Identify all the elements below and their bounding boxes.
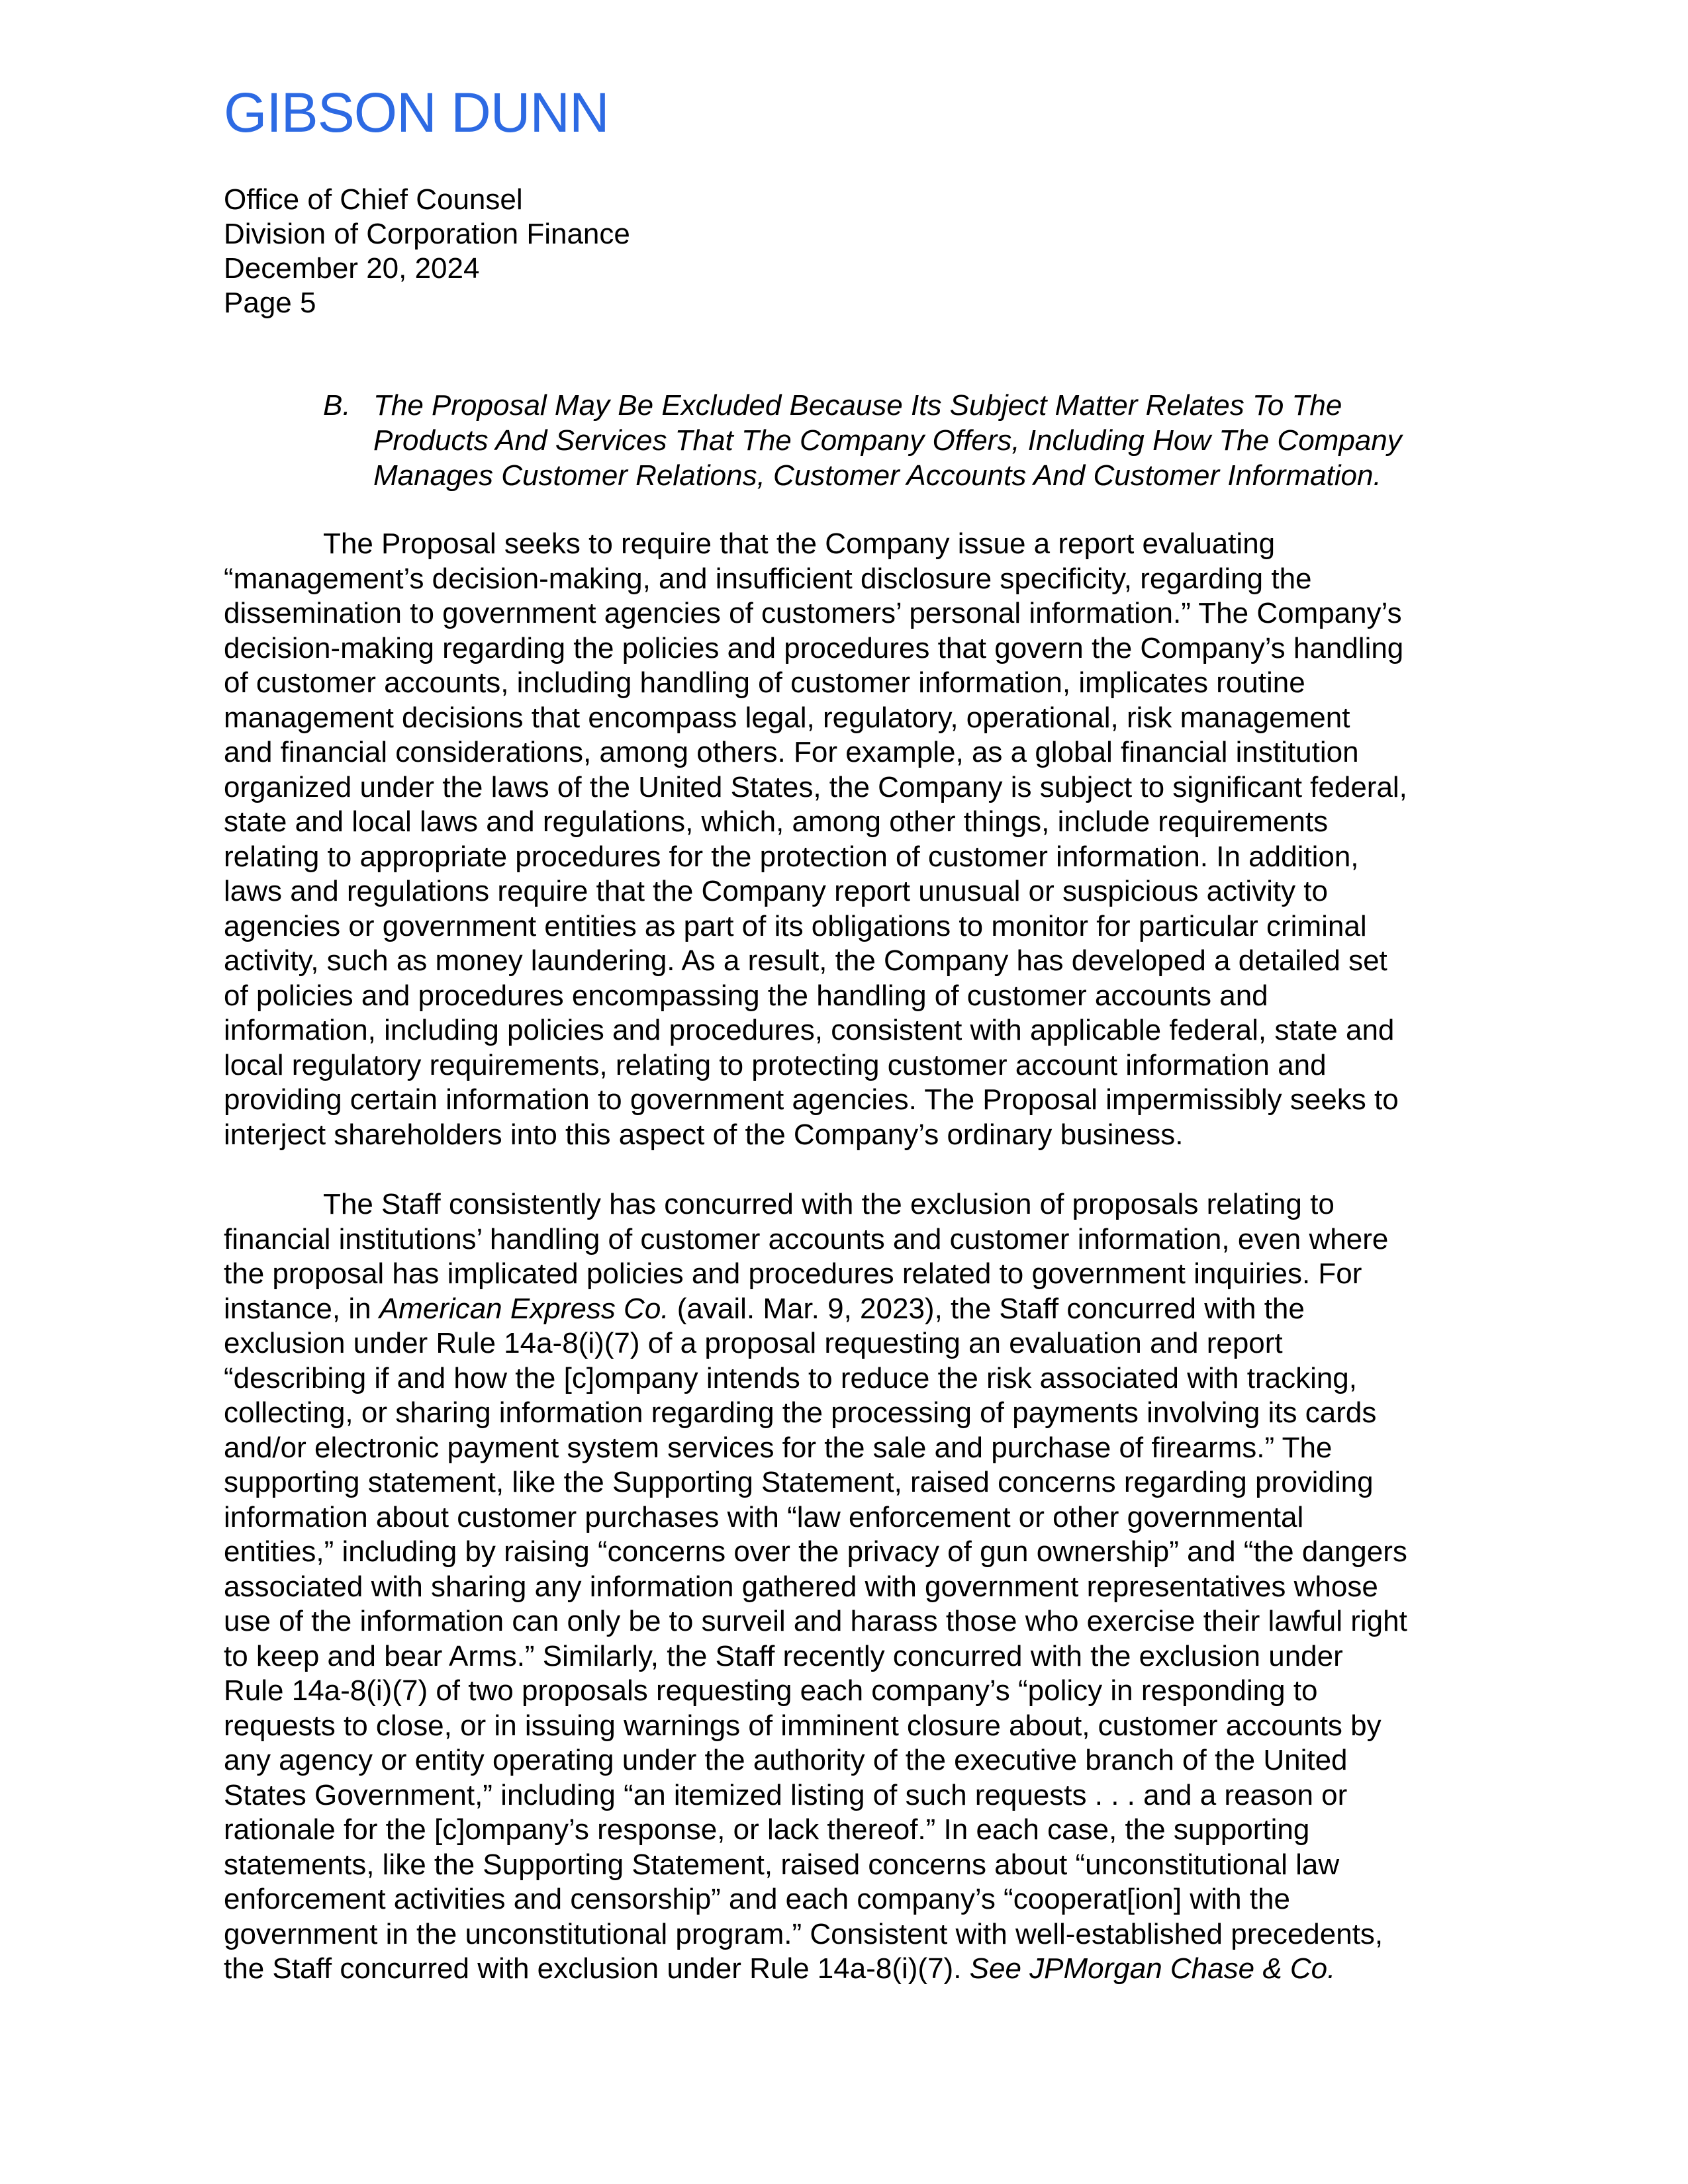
paragraph-line: statements, like the Supporting Statement, raised concerns about “unconstitutional law [224, 1848, 1340, 1881]
paragraph-1 [224, 527, 1462, 1152]
paragraph-line: management decisions that encompass legal, regulatory, operational, risk management [224, 701, 1350, 734]
paragraph-line: any agency or entity operating under the authority of the executive branch of the United [224, 1744, 1348, 1776]
letter-body [224, 527, 1462, 2022]
paragraph-line: the proposal has implicated policies and procedures related to government inquiries. For [224, 1257, 1362, 1290]
paragraph-line: The Staff consistently has concurred with the exclusion of proposals relating to [323, 1188, 1335, 1220]
paragraph-line: dissemination to government agencies of customers’ personal information.” The Company’s [224, 597, 1402, 629]
paragraph-line: associated with sharing any information gathered with government representatives whose [224, 1570, 1378, 1603]
case-citation: See JPMorgan Chase & Co. [969, 1952, 1336, 1985]
paragraph-line [224, 1952, 1462, 1987]
paragraph-line: “describing if and how the [c]ompany intends to reduce the risk associated with tracking, [224, 1361, 1358, 1394]
paragraph-line: Rule 14a-8(i)(7) of two proposals requesting each company’s “policy in responding to [224, 1674, 1318, 1707]
paragraph-line: of customer accounts, including handling of customer information, implicates routine [224, 666, 1305, 699]
paragraph-line: rationale for the [c]ompany’s response, or lack thereof.” In each case, the supporting [224, 1813, 1310, 1846]
paragraph-line: financial institutions’ handling of customer accounts and customer information, even where [224, 1222, 1389, 1255]
section-heading-line: The Proposal May Be Excluded Because Its Subject Matter Relates To The [373, 389, 1342, 422]
letter-header [224, 183, 630, 320]
paragraph-line: information, including policies and procedures, consistent with applicable federal, state and [224, 1014, 1395, 1046]
citation-details: (avail. Mar. 9, 2023), the Staff concurred with the [669, 1292, 1305, 1325]
paragraph-line: entities,” including by raising “concerns over the privacy of gun ownership” and “the dangers [224, 1535, 1407, 1568]
paragraph-line: interject shareholders into this aspect of the Company’s ordinary business. [224, 1118, 1184, 1151]
paragraph-2 [224, 1187, 1462, 1987]
paragraph-line: decision-making regarding the policies and procedures that govern the Company’s handling [224, 631, 1404, 664]
header-date: December 20, 2024 [224, 252, 480, 285]
paragraph-line: collecting, or sharing information regarding the processing of payments involving its cards [224, 1396, 1377, 1429]
paragraph-line: to keep and bear Arms.” Similarly, the Staff recently concurred with the exclusion under [224, 1639, 1343, 1672]
paragraph-line [224, 1292, 1462, 1327]
paragraph-line: of policies and procedures encompassing the handling of customer accounts and [224, 979, 1268, 1012]
paragraph-line: and/or electronic payment system services for the sale and purchase of firearms.” The [224, 1431, 1333, 1464]
paragraph-line: The Proposal seeks to require that the Company issue a report evaluating [323, 527, 1276, 560]
paragraph-line: enforcement activities and censorship” and each company’s “cooperat[ion] with the [224, 1883, 1290, 1915]
paragraph-line: States Government,” including “an itemized listing of such requests . . . and a reason or [224, 1778, 1348, 1811]
paragraph-line: information about customer purchases with “law enforcement or other governmental [224, 1500, 1304, 1533]
paragraph-line: government in the unconstitutional program.” Consistent with well-established precedents, [224, 1917, 1383, 1950]
section-heading-letter: B. [323, 389, 351, 422]
case-citation: American Express Co. [379, 1292, 669, 1325]
section-heading-line: Manages Customer Relations, Customer Accounts And Customer Information. [373, 459, 1382, 492]
header-recipient: Office of Chief Counsel [224, 183, 523, 216]
paragraph-line: exclusion under Rule 14a-8(i)(7) of a proposal requesting an evaluation and report [224, 1327, 1283, 1359]
paragraph-line: activity, such as money laundering. As a result, the Company has developed a detailed set [224, 944, 1387, 977]
citation-lead-in: instance, in [224, 1292, 379, 1325]
paragraph-line: providing certain information to government agencies. The Proposal impermissibly seeks to [224, 1083, 1399, 1116]
header-page-number: Page 5 [224, 287, 316, 319]
section-heading [323, 388, 1508, 493]
closing-sentence: the Staff concurred with exclusion under Rule 14a-8(i)(7). [224, 1952, 970, 1985]
paragraph-line: organized under the laws of the United States, the Company is subject to significant federal, [224, 770, 1407, 803]
paragraph-2-middle [224, 1326, 1462, 1952]
section-heading-line: Products And Services That The Company Offers, Including How The Company [373, 424, 1402, 457]
paragraph-line: supporting statement, like the Supporting Statement, raised concerns regarding providing [224, 1466, 1374, 1498]
firm-logo: GIBSON DUNN [224, 81, 609, 144]
paragraph-line: state and local laws and regulations, which, among other things, include requirements [224, 805, 1329, 838]
paragraph-line: agencies or government entities as part of its obligations to monitor for particular criminal [224, 909, 1367, 942]
paragraph-line: use of the information can only be to surveil and harass those who exercise their lawful right [224, 1605, 1407, 1637]
paragraph-line: “management’s decision-making, and insufficient disclosure specificity, regarding the [224, 562, 1312, 595]
header-division: Division of Corporation Finance [224, 218, 630, 250]
paragraph-line: requests to close, or in issuing warnings of imminent closure about, customer accounts by [224, 1709, 1382, 1742]
paragraph-line: relating to appropriate procedures for the protection of customer information. In addition, [224, 840, 1359, 873]
paragraph-line: and financial considerations, among others. For example, as a global financial institution [224, 736, 1359, 768]
paragraph-line: laws and regulations require that the Company report unusual or suspicious activity to [224, 875, 1329, 907]
paragraph-line: local regulatory requirements, relating to protecting customer account information and [224, 1048, 1327, 1081]
